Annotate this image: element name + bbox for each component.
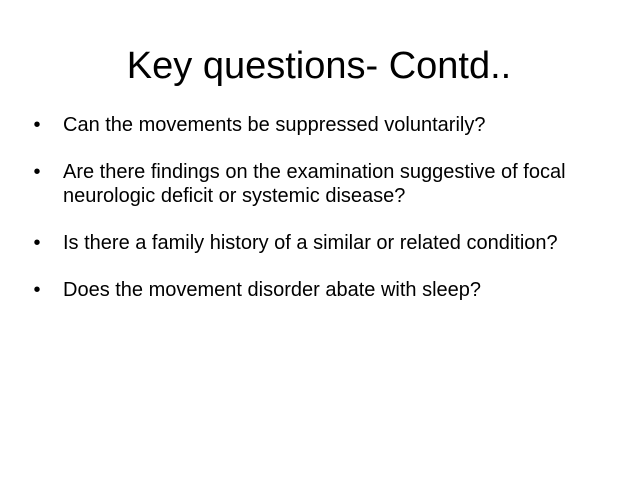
- bullet-item: [30, 113, 610, 137]
- bullet-list: [30, 113, 610, 325]
- bullet-dot-icon: •: [33, 114, 41, 136]
- bullet-text: Is there a family history of a similar or related condition?: [63, 232, 558, 254]
- bullet-text: Can the movements be suppressed voluntarily?: [63, 114, 486, 136]
- bullet-dot-icon: •: [33, 279, 41, 301]
- bullet-item: [30, 231, 610, 255]
- bullet-dot-icon: •: [33, 232, 41, 254]
- bullet-item: [30, 160, 610, 208]
- bullet-dot-icon: •: [33, 161, 41, 183]
- bullet-text: Does the movement disorder abate with sleep?: [63, 279, 482, 301]
- slide-title: Key questions- Contd..: [126, 45, 512, 87]
- bullet-item: [30, 278, 610, 302]
- bullet-text: Are there findings on the examination suggestive of focal neurologic deficit or systemic disease?: [63, 161, 566, 207]
